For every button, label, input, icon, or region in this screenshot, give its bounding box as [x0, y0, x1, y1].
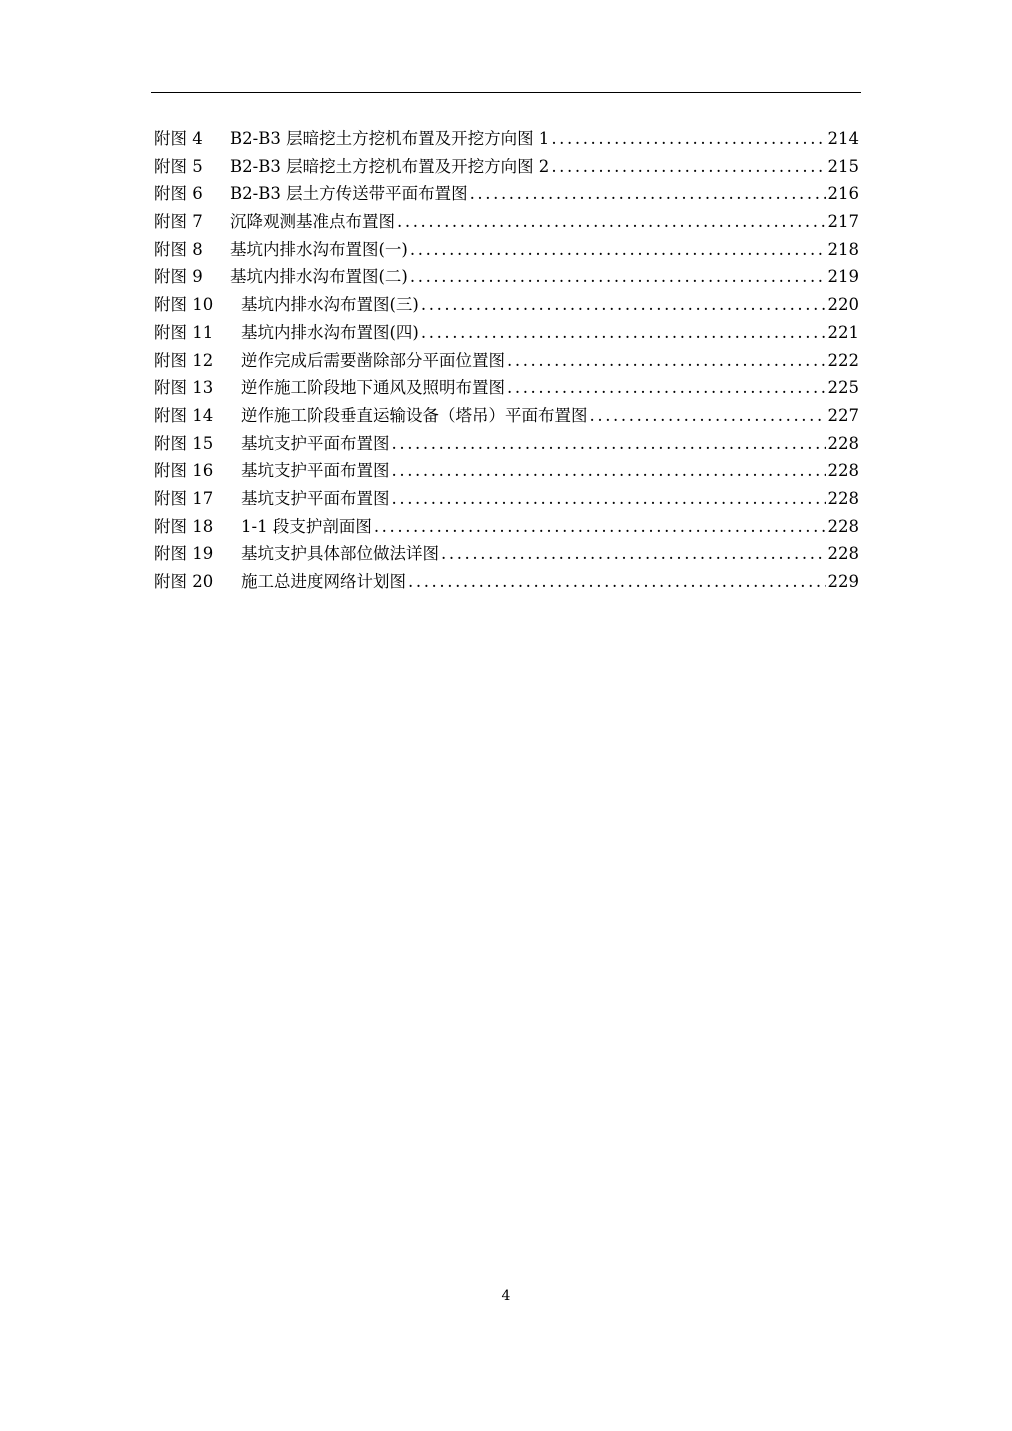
toc-entry-label: 附图 20 — [154, 572, 214, 591]
toc-leader-dots — [507, 374, 826, 402]
toc-entry-title: 沉降观测基准点布置图 — [230, 212, 395, 232]
toc-entry-label: 附图 16 — [154, 461, 214, 481]
toc-entry-title: 施工总进度网络计划图 — [241, 572, 406, 591]
toc-entry-title: 基坑支护平面布置图 — [241, 433, 390, 453]
toc-entry-page: 215 — [827, 156, 859, 176]
toc-entry-label: 附图 7 — [154, 212, 203, 232]
toc-entry-page: 228 — [827, 544, 859, 564]
toc-entry-title: 逆作施工阶段地下通风及照明布置图 — [241, 378, 505, 398]
toc-leader-dots — [551, 153, 825, 181]
toc-entry-page: 220 — [827, 295, 859, 315]
toc-entry-title: 1-1 段支护剖面图 — [241, 516, 372, 536]
toc-entry-page: 228 — [827, 461, 859, 481]
toc-entry-title: 基坑内排水沟布置图(二) — [230, 267, 408, 287]
header-rule — [151, 92, 861, 93]
toc-leader-dots — [470, 180, 826, 208]
toc-leader-dots — [507, 347, 826, 375]
toc-entry[interactable] — [154, 374, 859, 402]
toc-entry[interactable] — [154, 457, 859, 485]
toc-entry-label: 附图 11 — [154, 322, 214, 342]
toc-entry[interactable] — [154, 513, 859, 541]
toc-entry[interactable] — [154, 540, 859, 568]
toc-leader-dots — [392, 457, 826, 485]
toc-entry[interactable] — [154, 153, 859, 181]
toc-entry[interactable] — [154, 319, 859, 347]
toc-entry-page: 229 — [827, 572, 859, 591]
toc-entry-label: 附图 12 — [154, 350, 214, 370]
toc-leader-dots — [374, 513, 826, 541]
toc-entry[interactable] — [154, 347, 859, 375]
toc-entry-page: 225 — [827, 378, 859, 398]
toc-entry-page: 214 — [827, 129, 859, 148]
toc-entry-label: 附图 6 — [154, 184, 203, 204]
toc-entry-label: 附图 8 — [154, 239, 203, 259]
toc-leader-dots — [421, 319, 826, 347]
toc-leader-dots — [392, 430, 826, 458]
toc-entry-title: 基坑支护平面布置图 — [241, 488, 390, 508]
toc-entry[interactable] — [154, 402, 859, 430]
toc-entry-title: 基坑内排水沟布置图(四) — [241, 322, 419, 342]
toc-entry-label: 附图 17 — [154, 488, 214, 508]
toc-entry-title: 逆作完成后需要凿除部分平面位置图 — [241, 350, 505, 370]
toc-entry-label: 附图 13 — [154, 378, 214, 398]
toc-entry-page: 228 — [827, 516, 859, 536]
toc-leader-dots — [441, 540, 826, 568]
toc-entry-title: 基坑支护平面布置图 — [241, 461, 390, 481]
toc-entry-label: 附图 14 — [154, 405, 214, 425]
table-of-contents — [154, 125, 859, 596]
toc-entry-page: 219 — [827, 267, 859, 287]
toc-entry[interactable] — [154, 291, 859, 319]
toc-entry[interactable] — [154, 263, 859, 291]
toc-entry-label: 附图 5 — [154, 156, 203, 176]
toc-entry-title: 基坑内排水沟布置图(一) — [230, 239, 408, 259]
toc-entry-title: 基坑内排水沟布置图(三) — [241, 295, 419, 315]
toc-entry-page: 227 — [827, 405, 859, 425]
toc-entry-title: 基坑支护具体部位做法详图 — [241, 544, 439, 564]
toc-entry-page: 221 — [827, 322, 859, 342]
toc-entry[interactable] — [154, 485, 859, 513]
page-number: 4 — [501, 1288, 511, 1304]
toc-entry-title: B2-B3 层暗挖土方挖机布置及开挖方向图 2 — [230, 156, 550, 176]
toc-entry-page: 228 — [827, 433, 859, 453]
toc-entry[interactable] — [154, 180, 859, 208]
toc-entry-page: 218 — [827, 239, 859, 259]
toc-leader-dots — [392, 485, 826, 513]
toc-entry-label: 附图 9 — [154, 267, 203, 287]
toc-entry-title: B2-B3 层土方传送带平面布置图 — [230, 184, 468, 204]
toc-leader-dots — [421, 291, 826, 319]
toc-entry-label: 附图 19 — [154, 544, 214, 564]
toc-leader-dots — [408, 568, 826, 596]
toc-entry-page: 228 — [827, 488, 859, 508]
toc-entry[interactable] — [154, 430, 859, 458]
toc-entry-label: 附图 18 — [154, 516, 214, 536]
toc-entry-page: 216 — [827, 184, 859, 204]
toc-entry[interactable] — [154, 568, 859, 596]
toc-entry[interactable] — [154, 125, 859, 153]
toc-leader-dots — [551, 125, 825, 153]
toc-entry-label: 附图 10 — [154, 295, 214, 315]
toc-leader-dots — [590, 402, 826, 430]
toc-entry-title: 逆作施工阶段垂直运输设备（塔吊）平面布置图 — [241, 405, 588, 425]
toc-entry[interactable] — [154, 236, 859, 264]
toc-leader-dots — [410, 236, 826, 264]
toc-entry-title: B2-B3 层暗挖土方挖机布置及开挖方向图 1 — [230, 129, 550, 148]
toc-entry-page: 222 — [827, 350, 859, 370]
toc-leader-dots — [410, 263, 826, 291]
toc-entry-label: 附图 4 — [154, 129, 203, 148]
toc-entry-page: 217 — [827, 212, 859, 232]
toc-entry[interactable] — [154, 208, 859, 236]
toc-leader-dots — [397, 208, 826, 236]
toc-entry-label: 附图 15 — [154, 433, 214, 453]
